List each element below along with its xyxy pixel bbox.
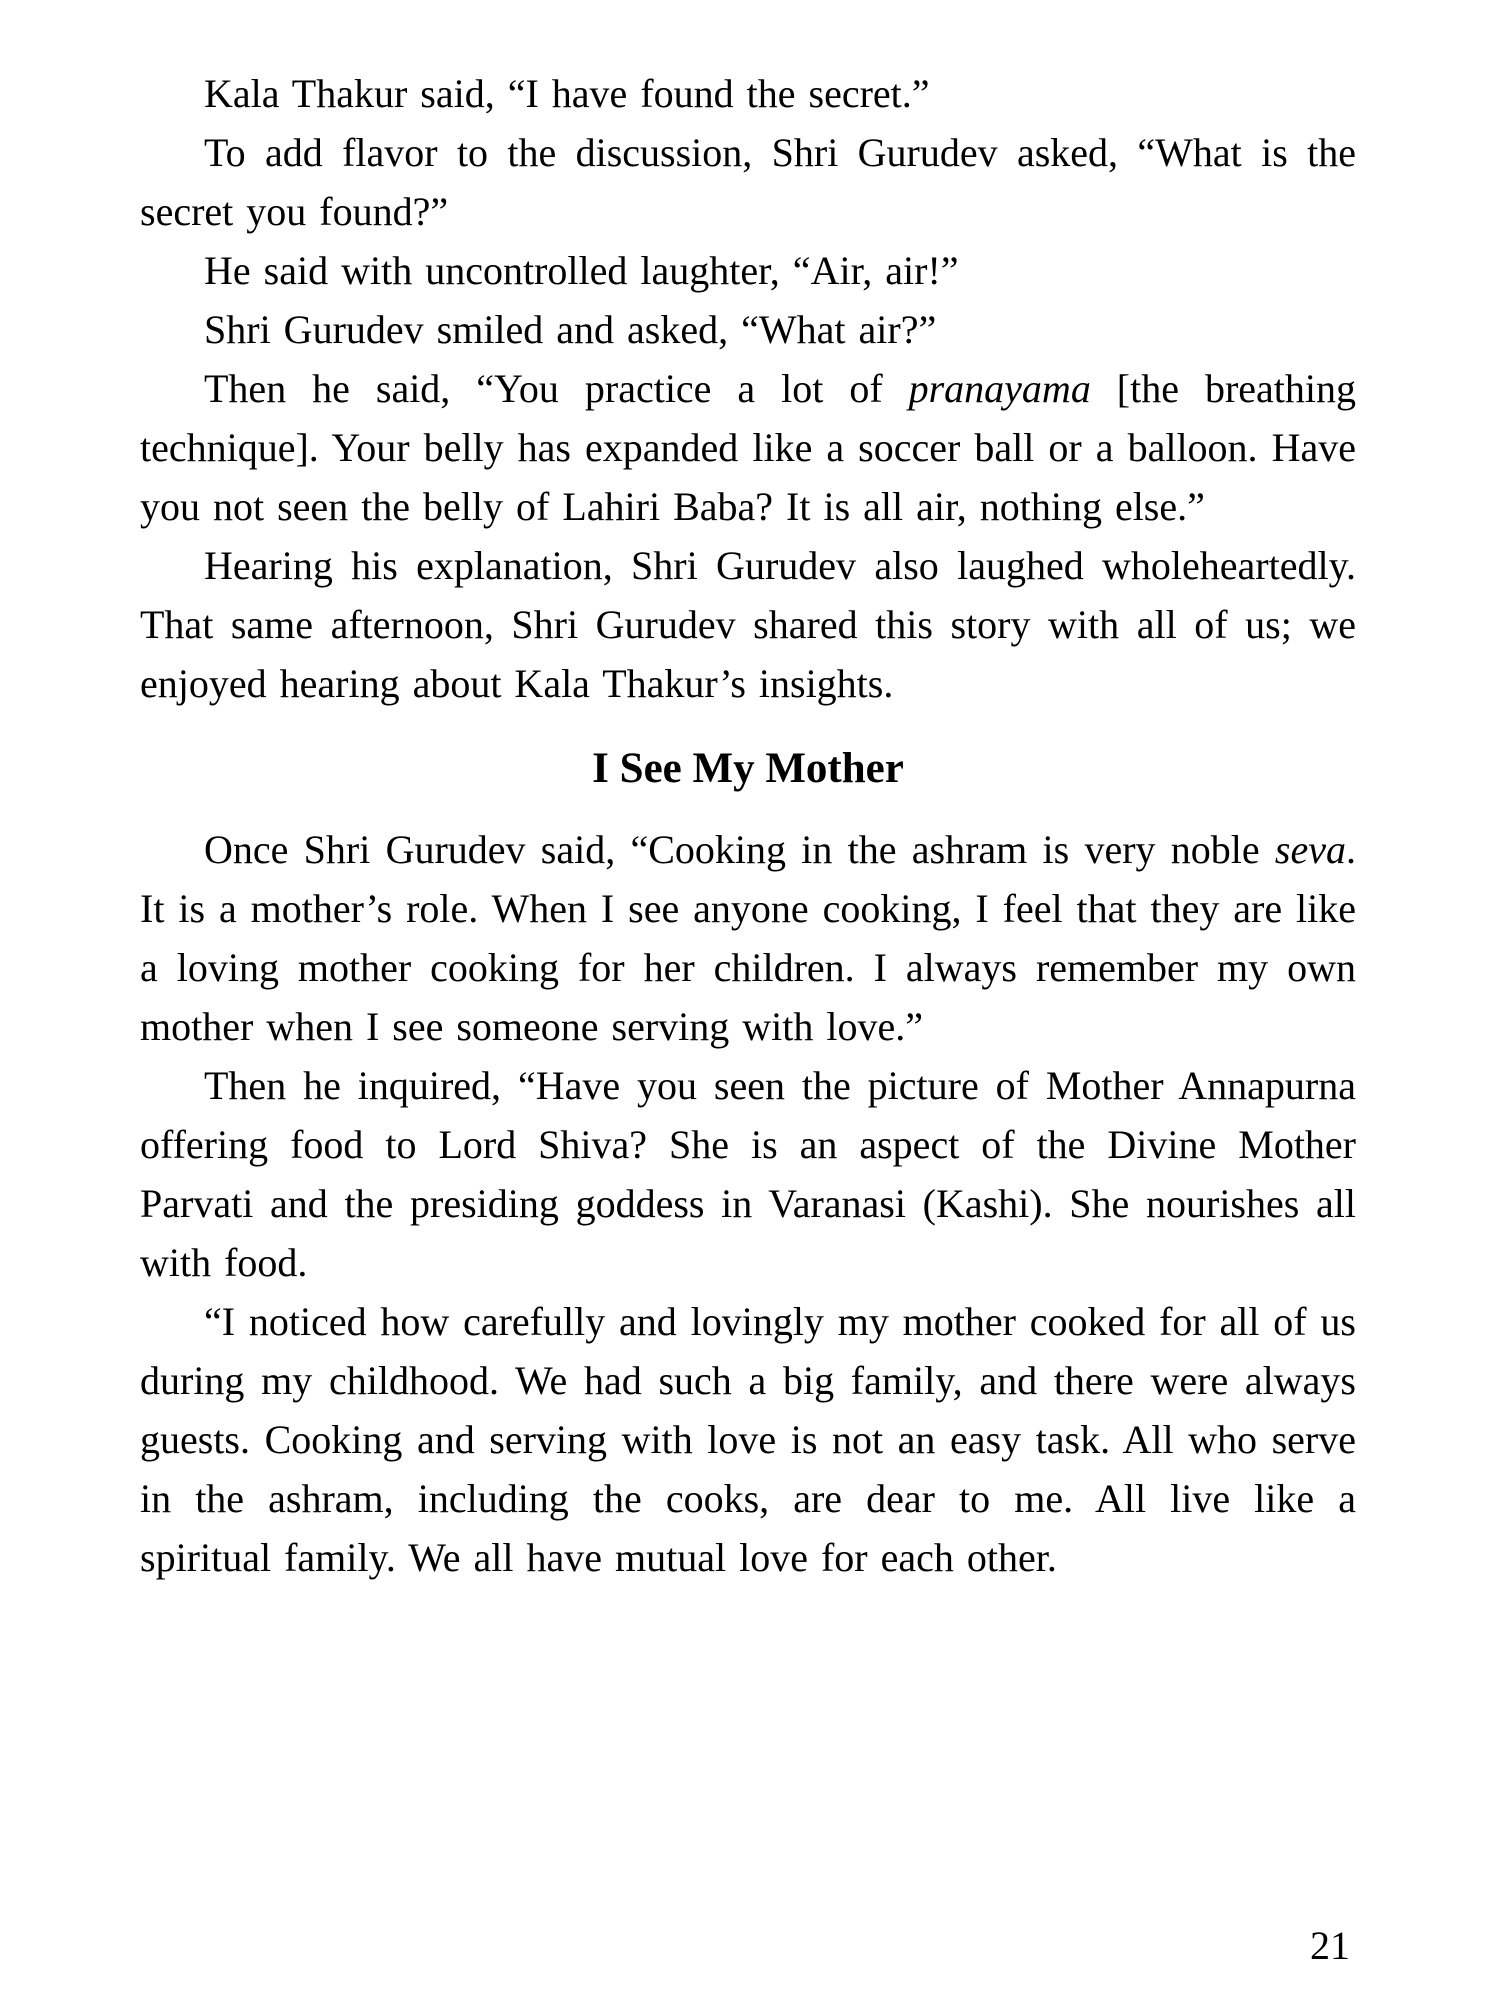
page-content (140, 64, 1356, 1587)
paragraph (140, 1292, 1356, 1587)
paragraph (140, 1056, 1356, 1292)
paragraph (140, 359, 1356, 536)
paragraph (140, 123, 1356, 241)
text-segment: . It is a mother’s role. When I see anyone cooking, I feel that they are like a loving mother cooking for her children. I always remember my own mother when I see someone serving with love.” (140, 827, 1356, 1049)
page-number: 21 (1310, 1923, 1350, 1968)
paragraph (140, 536, 1356, 713)
text-segment: Shri Gurudev smiled and asked, “What air?” (204, 307, 937, 352)
text-segment: To add flavor to the discussion, Shri Gurudev asked, “What is the secret you found?” (140, 130, 1356, 234)
paragraph (140, 300, 1356, 359)
text-segment: He said with uncontrolled laughter, “Air, air!” (204, 248, 959, 293)
text-segment: Hearing his explanation, Shri Gurudev also laughed wholeheartedly. That same afternoon, Shri Gurudev shared this story with all of us; we enjoyed hearing about Kala Thakur’s insights. (140, 543, 1356, 706)
text-segment: Kala Thakur said, “I have found the secret.” (204, 71, 930, 116)
section-heading (140, 739, 1356, 798)
paragraph (140, 241, 1356, 300)
text-segment: “I noticed how carefully and lovingly my mother cooked for all of us during my childhood. We had such a big family, and there were always guests. Cooking and serving with love is not an easy task. All who serve in the ashram, including the cooks, are dear to me. All live like a spiritual family. We all have mutual love for each other. (140, 1299, 1356, 1580)
paragraph (140, 820, 1356, 1056)
italic-text: seva (1274, 827, 1346, 872)
text-segment: Once Shri Gurudev said, “Cooking in the ashram is very noble (204, 827, 1275, 872)
italic-text: pranayama (908, 366, 1091, 411)
text-segment: Then he said, “You practice a lot of (204, 366, 909, 411)
paragraph (140, 64, 1356, 123)
text-segment: [the breathing technique]. Your belly has expanded like a soccer ball or a balloon. Have you not seen the belly of Lahiri Baba? It is all air, nothing else.” (140, 366, 1357, 529)
text-segment: I See My Mother (592, 745, 904, 792)
text-segment: Then he inquired, “Have you seen the picture of Mother Annapurna offering food to Lord Shiva? She is an aspect of the Divine Mother Parvati and the presiding goddess in Varanasi (Kashi). She nourishes all with food. (140, 1063, 1356, 1285)
